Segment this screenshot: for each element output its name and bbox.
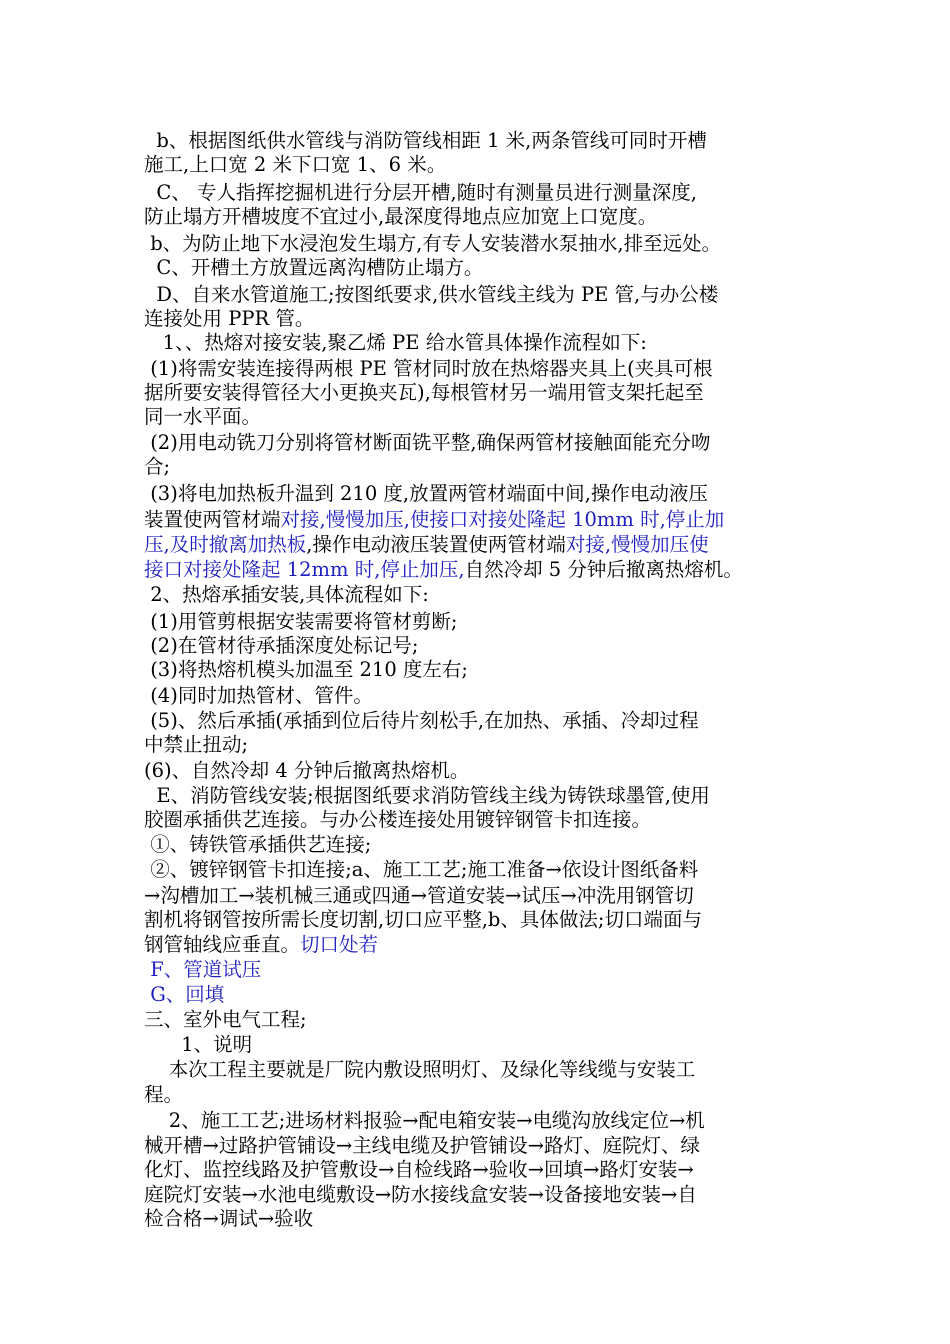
text-line — [144, 330, 647, 356]
text-segment: 同一水平面。 — [144, 405, 262, 428]
text-segment: b、为防止地下水浸泡发生塌方,有专人安装潜水泵抽水,排至远处。 — [144, 232, 722, 255]
text-segment: 装置使两管材端 — [144, 508, 281, 531]
text-line — [144, 783, 710, 809]
text-segment: (4)同时加热管材、管件。 — [144, 684, 373, 707]
text-line — [144, 857, 698, 883]
text-segment: 2、施工工艺;进场材料报验→配电箱安装→电缆沟放线定位→机 — [144, 1109, 705, 1132]
text-segment: 防止塌方开槽坡度不宜过小,最深度得地点应加宽上口宽度。 — [144, 205, 658, 228]
text-segment: 程。 — [144, 1083, 184, 1106]
text-line — [144, 1057, 695, 1083]
text-line — [144, 1108, 705, 1134]
text-segment: (6)、自然冷却 4 分钟后撤离热熔机。 — [144, 759, 470, 782]
text-segment: (5)、然后承插(承插到位后待片刻松手,在加热、承插、冷却过程 — [144, 709, 699, 732]
text-segment: 本次工程主要就是厂院内敷设照明灯、及绿化等线缆与安装工 — [144, 1058, 696, 1081]
text-segment: 中禁止扭动; — [144, 733, 249, 756]
text-segment: C、 专人指挥挖掘机进行分层开槽,随时有测量员进行测量深度, — [144, 181, 697, 204]
text-segment: 施工,上口宽 2 米下口宽 1、6 米。 — [144, 153, 447, 176]
text-line — [144, 957, 261, 983]
text-line — [144, 832, 371, 858]
text-segment: (2)用电动铣刀分别将管材断面铣平整,确保两管材接触面能充分吻 — [144, 431, 711, 454]
text-line — [144, 1032, 252, 1058]
text-segment: ①、铸铁管承插供艺连接; — [144, 833, 372, 856]
text-line — [144, 683, 373, 709]
text-segment: ②、镀锌钢管卡扣连接;a、施工工艺;施工准备→依设计图纸备料 — [144, 858, 699, 881]
text-segment: 自然冷却 5 分钟后撤离热熔机。 — [464, 558, 743, 581]
text-line — [144, 657, 468, 683]
text-segment: 庭院灯安装→水池电缆敷设→防水接线盒安装→设备接地安装→自 — [144, 1183, 697, 1206]
text-segment: 胶圈承插供艺连接。与办公楼连接处用镀锌钢管卡扣连接。 — [144, 808, 652, 831]
text-line — [144, 557, 743, 583]
text-line — [144, 454, 170, 480]
text-line — [144, 204, 657, 230]
text-segment: 连接处用 PPR 管。 — [144, 307, 315, 330]
text-line — [144, 507, 724, 533]
text-segment: 2、热熔承插安装,具体流程如下: — [144, 583, 429, 606]
highlighted-text: 压,及时撤离加热板 — [144, 533, 307, 556]
text-line — [144, 532, 709, 558]
text-line — [144, 582, 429, 608]
text-segment: 三、室外电气工程; — [144, 1008, 307, 1031]
text-segment: 检合格→调试→验收 — [144, 1207, 314, 1230]
text-line — [144, 883, 694, 909]
highlighted-text: 接口对接处隆起 12mm 时,停止加压, — [144, 558, 465, 581]
text-line — [144, 430, 711, 456]
text-segment: ,操作电动液压装置使两管材端 — [306, 533, 566, 556]
text-segment: E、消防管线安装;根据图纸要求消防管线主线为铸铁球墨管,使用 — [144, 784, 710, 807]
text-segment: 械开槽→过路护管铺设→主线电缆及护管铺设→路灯、庭院灯、绿 — [144, 1134, 701, 1157]
text-line — [144, 380, 704, 406]
text-line — [144, 404, 261, 430]
text-segment: 1、说明 — [144, 1033, 253, 1056]
text-line — [144, 152, 446, 178]
text-line — [144, 758, 469, 784]
text-line — [144, 1082, 183, 1108]
text-line — [144, 282, 718, 308]
text-line — [144, 255, 483, 281]
text-segment: →沟槽加工→装机械三通或四通→管道安装→试压→冲洗用钢管切 — [144, 884, 694, 907]
text-line — [144, 609, 457, 635]
highlighted-text: G、回填 — [144, 983, 225, 1006]
text-line — [144, 982, 224, 1008]
text-line — [144, 1182, 697, 1208]
text-segment: C、开槽土方放置远离沟槽防止塌方。 — [144, 256, 484, 279]
text-segment: D、自来水管道施工;按图纸要求,供水管线主线为 PE 管,与办公楼 — [144, 283, 719, 306]
text-segment: (3)将热熔机模头加温至 210 度左右; — [144, 658, 469, 681]
text-line — [144, 481, 708, 507]
text-line — [144, 732, 248, 758]
highlighted-text: 对接,慢慢加压使 — [565, 533, 709, 556]
text-segment: 割机将钢管按所需长度切割,切口应平整,b、具体做法;切口端面与 — [144, 908, 702, 931]
text-segment: 化灯、监控线路及护管敷设→自检线路→验收→回填→路灯安装→ — [144, 1158, 694, 1181]
text-line — [144, 907, 702, 933]
text-line — [144, 1206, 313, 1232]
text-line — [144, 306, 314, 332]
text-segment: (3)将电加热板升温到 210 度,放置两管材端面中间,操作电动液压 — [144, 482, 708, 505]
text-line — [144, 807, 651, 833]
text-line — [144, 633, 418, 659]
text-segment: b、根据图纸供水管线与消防管线相距 1 米,两条管线可同时开槽 — [144, 129, 707, 152]
text-segment: (1)将需安装连接得两根 PE 管材同时放在热熔器夹具上(夹具可根 — [144, 357, 713, 380]
text-line — [144, 128, 707, 154]
text-segment: 合; — [144, 455, 171, 478]
text-line — [144, 1133, 700, 1159]
text-line — [144, 1157, 694, 1183]
text-segment: (2)在管材待承插深度处标记号; — [144, 634, 419, 657]
text-segment: 1、、热熔对接安装,聚乙烯 PE 给水管具体操作流程如下: — [144, 331, 647, 354]
text-line — [144, 932, 378, 958]
text-segment: 据所要安装得管径大小更换夹瓦),每根管材另一端用管支架托起至 — [144, 381, 704, 404]
highlighted-text: F、管道试压 — [144, 958, 262, 981]
highlighted-text: 对接,慢慢加压,使接口对接处隆起 10mm 时,停止加 — [280, 508, 725, 531]
text-line — [144, 1007, 307, 1033]
text-line — [144, 180, 697, 206]
text-segment: (1)用管剪根据安装需要将管材剪断; — [144, 610, 458, 633]
text-line — [144, 356, 713, 382]
text-segment: 钢管轴线应垂直。 — [144, 933, 301, 956]
text-line — [144, 708, 699, 734]
text-line — [144, 231, 721, 257]
highlighted-text: 切口处若 — [300, 933, 379, 956]
